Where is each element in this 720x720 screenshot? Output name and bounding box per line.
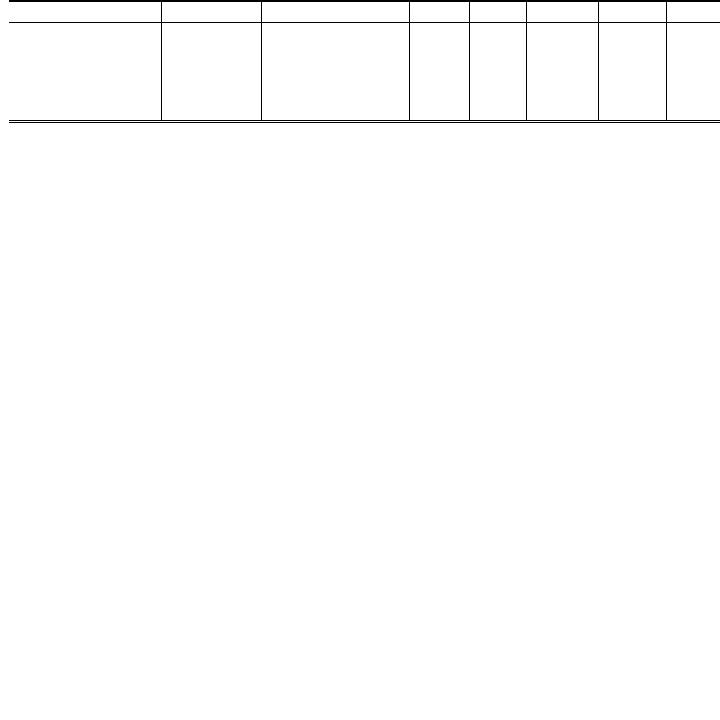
backbone-cell <box>161 62 261 82</box>
param-cell <box>469 22 526 42</box>
param-cell <box>469 62 526 82</box>
method-cell <box>9 42 161 62</box>
comparison-table <box>9 0 720 123</box>
hmdb51-cell <box>666 22 720 42</box>
extra-data-cell <box>261 62 409 82</box>
table-row <box>9 62 720 82</box>
extra-data-cell <box>261 42 409 62</box>
hmdb51-cell <box>666 101 720 122</box>
header-modality <box>526 1 598 22</box>
header-ucf101 <box>598 1 666 22</box>
hmdb51-cell <box>666 62 720 82</box>
ours-row <box>9 101 720 122</box>
param-cell <box>469 101 526 122</box>
modality-cell <box>526 22 598 42</box>
header-extra-data <box>261 1 409 22</box>
ucf101-cell <box>598 101 666 122</box>
ucf101-cell <box>598 22 666 42</box>
hmdb51-cell <box>666 81 720 101</box>
header-backbone <box>161 1 261 22</box>
table-row <box>9 42 720 62</box>
table-row <box>9 22 720 42</box>
method-cell <box>9 81 161 101</box>
table-row <box>9 81 720 101</box>
backbone-cell <box>161 42 261 62</box>
hmdb51-cell <box>666 42 720 62</box>
header-method <box>9 1 161 22</box>
method-cell <box>9 62 161 82</box>
frames-cell <box>409 42 469 62</box>
header-param <box>469 1 526 22</box>
modality-cell <box>526 42 598 62</box>
frames-cell <box>409 101 469 122</box>
ucf101-cell <box>598 42 666 62</box>
modality-cell <box>526 62 598 82</box>
ucf101-cell <box>598 81 666 101</box>
modality-cell <box>526 81 598 101</box>
results-table-container <box>9 0 711 123</box>
modality-cell <box>526 101 598 122</box>
ucf101-cell <box>598 62 666 82</box>
backbone-cell <box>161 101 261 122</box>
header-frames <box>409 1 469 22</box>
frames-cell <box>409 81 469 101</box>
frames-cell <box>409 22 469 42</box>
header-hmdb51 <box>666 1 720 22</box>
param-cell <box>469 81 526 101</box>
extra-data-cell <box>261 101 409 122</box>
backbone-cell <box>161 81 261 101</box>
method-cell <box>9 101 161 122</box>
extra-data-cell <box>261 81 409 101</box>
param-cell <box>469 42 526 62</box>
backbone-cell <box>161 22 261 42</box>
method-cell <box>9 22 161 42</box>
table-header-row <box>9 1 720 22</box>
extra-data-cell <box>261 22 409 42</box>
table-body <box>9 22 720 122</box>
frames-cell <box>409 62 469 82</box>
